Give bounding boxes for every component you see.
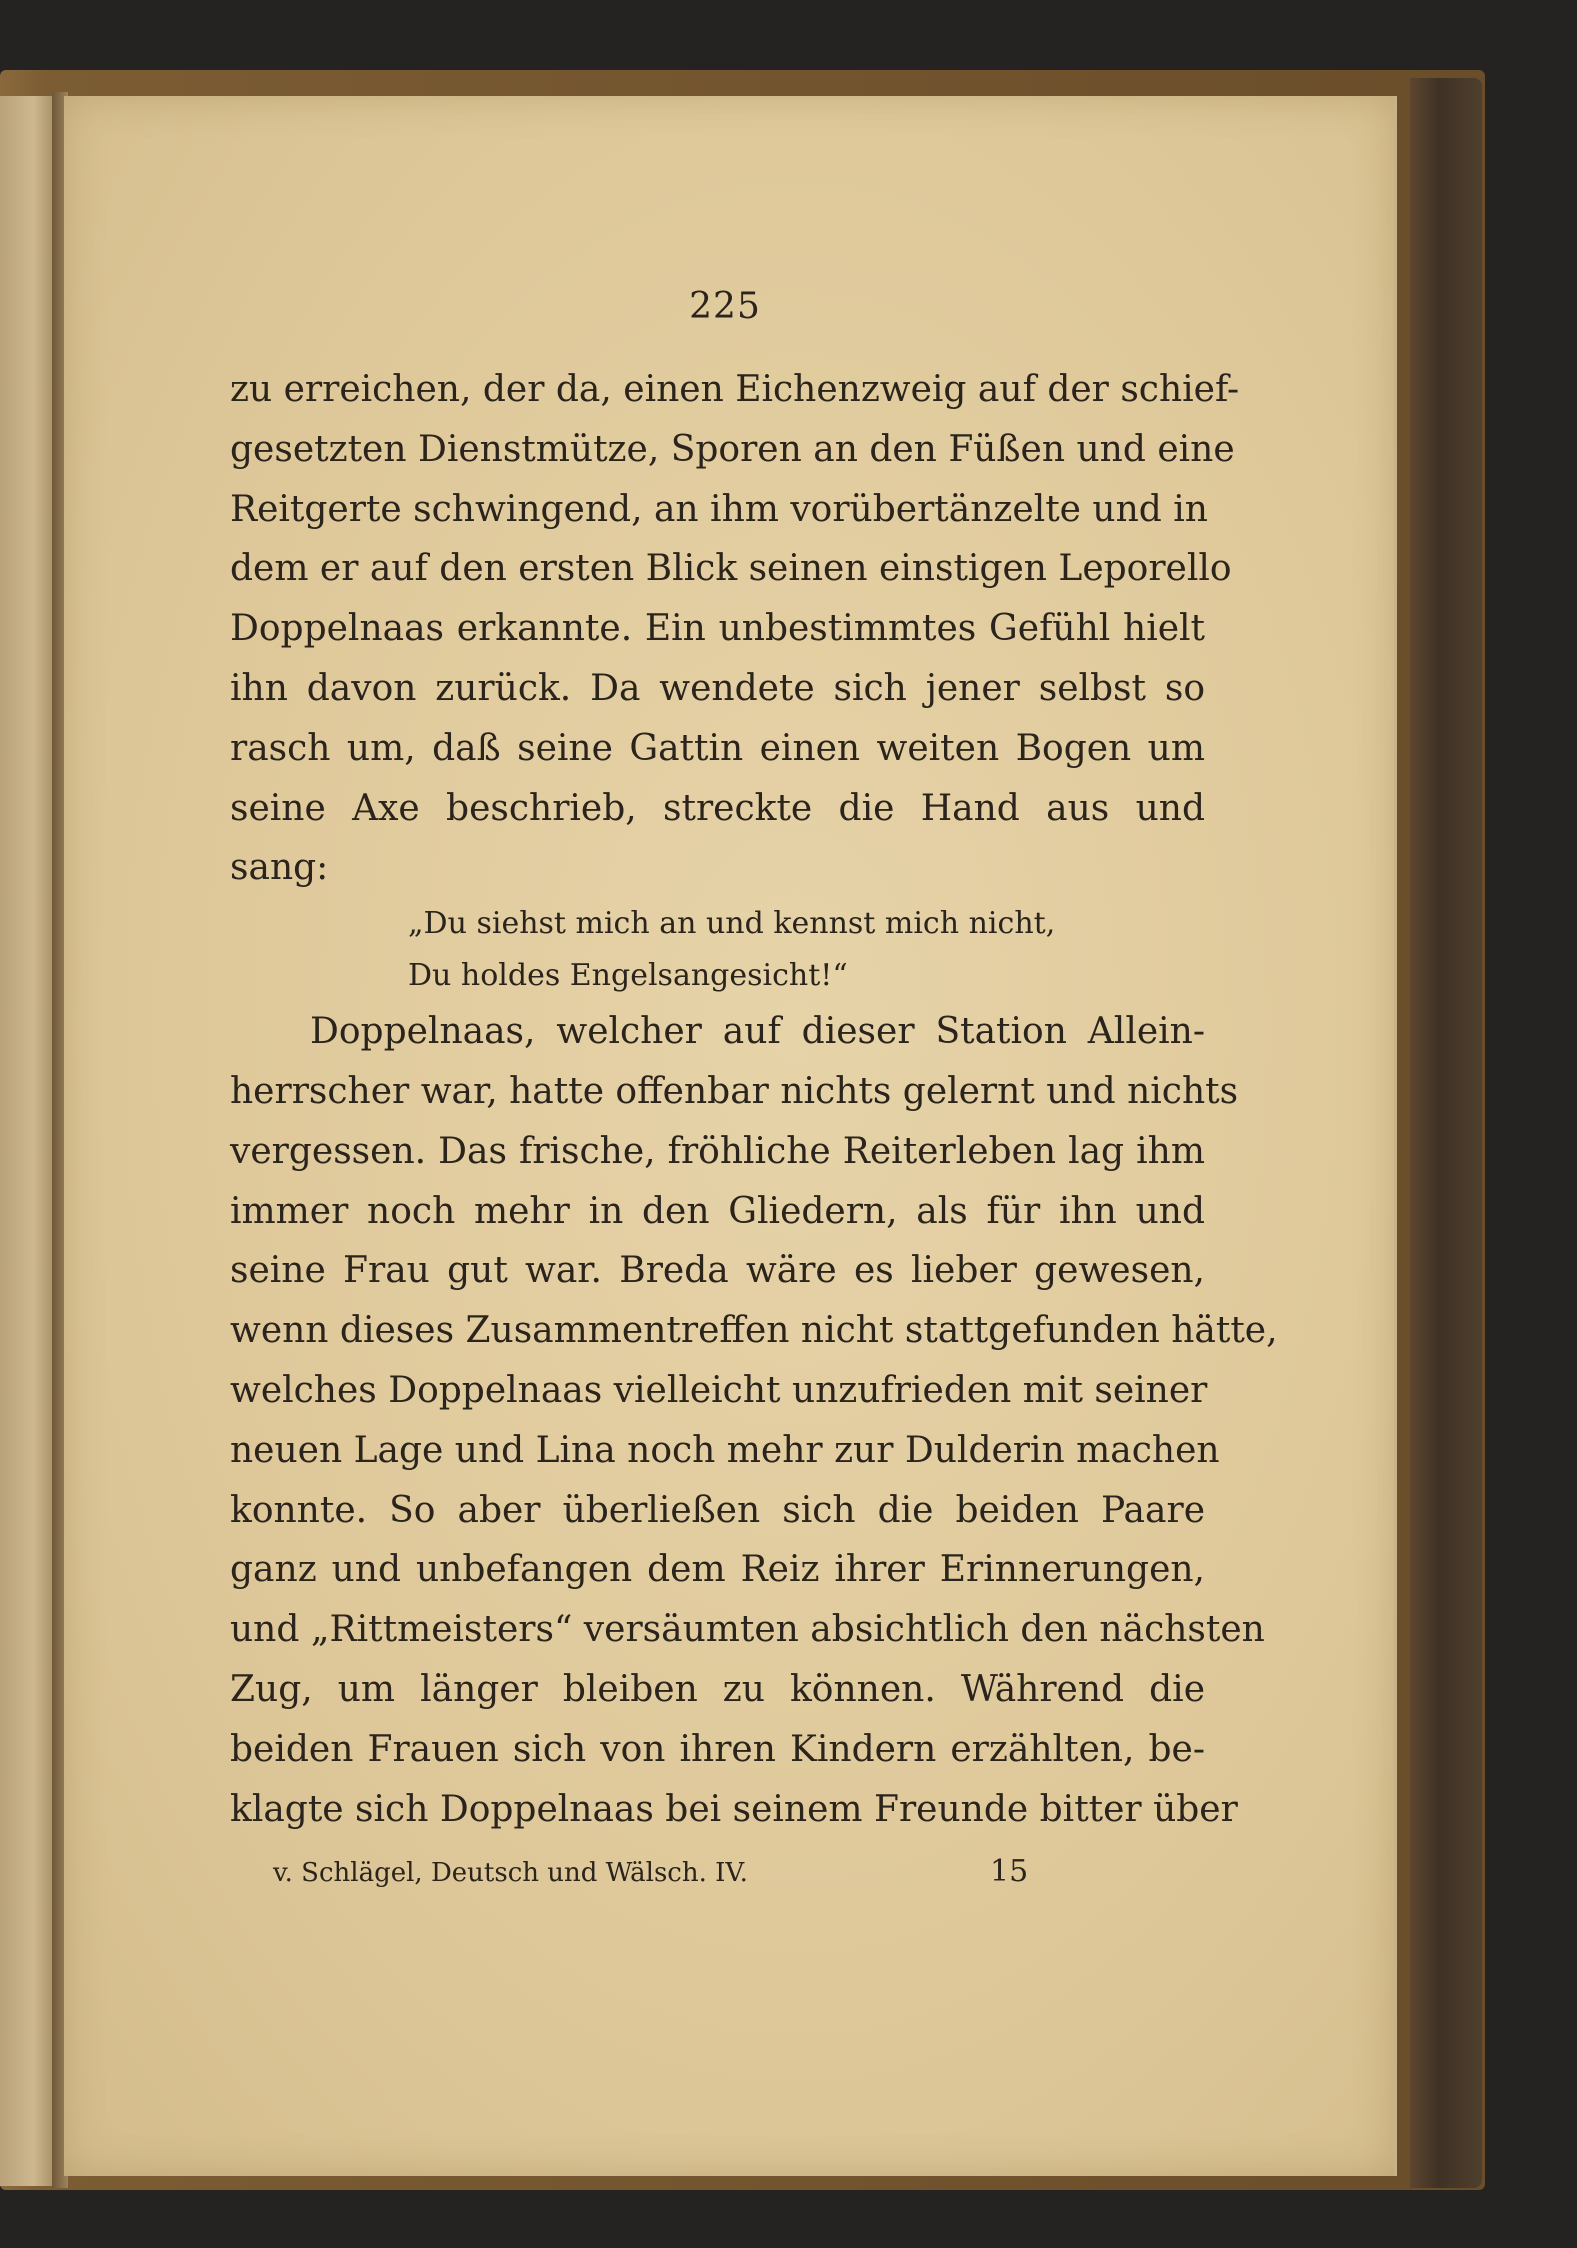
text-line: Zug, um länger bleiben zu können. Während die — [230, 1668, 1205, 1710]
text-line: sang: — [230, 847, 329, 889]
text-line: welches Doppelnaas vielleicht unzufrieden mit seiner — [230, 1369, 1208, 1411]
text-line: immer noch mehr in den Gliedern, als für ihn und — [230, 1190, 1205, 1232]
text-line: Doppelnaas, welcher auf dieser Station Allein- — [310, 1011, 1205, 1053]
footer-sheet-number: 15 — [990, 1854, 1029, 1889]
text-line: neuen Lage und Lina noch mehr zur Dulderin machen — [230, 1429, 1220, 1471]
text-line: wenn dieses Zusammentreffen nicht stattgefunden hätte, — [230, 1310, 1278, 1352]
text-line: gesetzten Dienstmütze, Sporen an den Füßen und eine — [230, 428, 1235, 470]
book-cover-edge — [1410, 78, 1482, 2188]
text-line: Doppelnaas erkannte. Ein unbestimmtes Gefühl hielt — [230, 608, 1205, 650]
text-line: ganz und unbefangen dem Reiz ihrer Erinnerungen, — [230, 1549, 1205, 1591]
text-line: klagte sich Doppelnaas bei seinem Freunde bitter über — [230, 1788, 1238, 1830]
text-line: dem er auf den ersten Blick seinen einstigen Leporello — [230, 548, 1232, 590]
text-line: Reitgerte schwingend, an ihm vorübertänzelte und in — [230, 488, 1208, 530]
text-line: seine Axe beschrieb, streckte die Hand aus und — [230, 787, 1205, 829]
body-text — [230, 360, 1278, 1839]
text-line: seine Frau gut war. Breda wäre es lieber gewesen, — [230, 1250, 1205, 1292]
verse-line: Du holdes Engelsangesicht!“ — [408, 958, 848, 994]
verse-line: „Du siehst mich an und kennst mich nicht, — [408, 906, 1056, 942]
text-line: rasch um, daß seine Gattin einen weiten Bogen um — [230, 727, 1205, 769]
text-line: beiden Frauen sich von ihren Kindern erzählten, be- — [230, 1728, 1205, 1770]
left-page-edge — [0, 96, 56, 2186]
footer-signature: v. Schlägel, Deutsch und Wälsch. IV. — [273, 1858, 748, 1888]
text-line: konnte. So aber überließen sich die beiden Paare — [230, 1489, 1205, 1531]
text-line: ihn davon zurück. Da wendete sich jener selbst so — [230, 667, 1205, 709]
text-line: zu erreichen, der da, einen Eichenzweig auf der schief- — [230, 369, 1240, 410]
text-line: vergessen. Das frische, fröhliche Reiterleben lag ihm — [230, 1130, 1205, 1172]
text-line: und „Rittmeisters“ versäumten absichtlich den nächsten — [230, 1609, 1265, 1651]
page-number: 225 — [689, 286, 761, 327]
text-line: herrscher war, hatte offenbar nichts gelernt und nichts — [230, 1070, 1239, 1112]
